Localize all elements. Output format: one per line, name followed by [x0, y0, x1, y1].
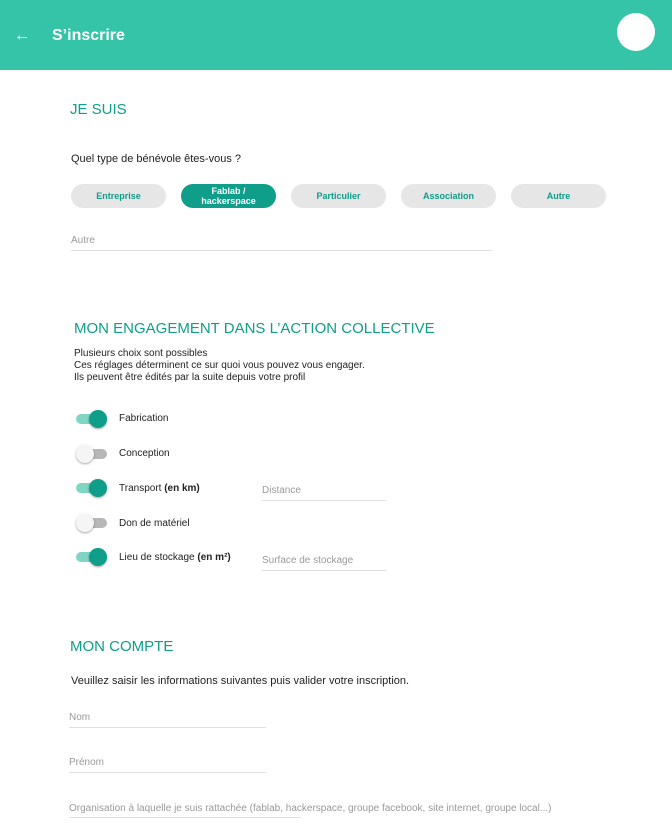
toggle-label-conception: Conception: [119, 448, 170, 459]
organisation-underline: [69, 817, 301, 818]
engagement-intro-3: Ils peuvent être édités par la suite depuis votre profil: [74, 372, 306, 383]
toggle-knob: [76, 514, 94, 532]
option-label: Fablab / hackerspace: [201, 186, 256, 206]
toggle-label-transport: [119, 483, 200, 494]
option-autre-button[interactable]: [511, 184, 606, 208]
section-title-engagement: MON ENGAGEMENT DANS L’ACTION COLLECTIVE: [74, 320, 435, 337]
toggle-knob: [89, 548, 107, 566]
app-bar: [0, 0, 672, 70]
transport-unit: (en km): [164, 483, 200, 494]
storage-surface-field: [262, 548, 386, 571]
account-instruction: Veuillez saisir les informations suivantes puis valider votre inscription.: [71, 675, 410, 687]
toggle-label-lieu-stockage: [119, 552, 231, 563]
nom-input[interactable]: [69, 712, 266, 723]
option-label: Association: [422, 191, 474, 201]
option-label: Particulier: [316, 191, 361, 201]
option-fablab-button[interactable]: [181, 184, 276, 208]
nom-field: [69, 705, 266, 728]
prenom-field: [69, 750, 266, 773]
section-title-mon-compte: MON COMPTE: [70, 638, 174, 655]
toggle-conception[interactable]: [76, 445, 107, 463]
toggle-transport[interactable]: [76, 479, 107, 497]
prenom-input[interactable]: [69, 757, 266, 768]
toggle-knob: [76, 445, 94, 463]
engagement-intro-2: Ces réglages déterminent ce sur quoi vous pouvez vous engager.: [74, 360, 365, 371]
page-title: S’inscrire: [52, 27, 125, 44]
other-type-field: [71, 228, 492, 251]
toggle-don-materiel[interactable]: [76, 514, 107, 532]
toggle-knob: [89, 479, 107, 497]
other-type-input[interactable]: [71, 235, 492, 246]
toggle-fabrication[interactable]: [76, 410, 107, 428]
storage-label: Lieu de stockage: [119, 552, 195, 563]
section-title-je-suis: JE SUIS: [70, 101, 127, 118]
distance-field: [262, 478, 386, 501]
option-particulier-button[interactable]: [291, 184, 386, 208]
toggle-lieu-stockage[interactable]: [76, 548, 107, 566]
organisation-field: [69, 795, 579, 818]
transport-label: Transport: [119, 483, 162, 494]
volunteer-type-question: Quel type de bénévole êtes-vous ?: [71, 153, 242, 165]
option-association-button[interactable]: [401, 184, 496, 208]
avatar[interactable]: [617, 13, 655, 51]
organisation-input[interactable]: [69, 803, 579, 814]
option-entreprise-button[interactable]: [71, 184, 166, 208]
toggle-label-don-materiel: Don de matériel: [119, 518, 190, 529]
storage-unit: (en m²): [197, 552, 231, 563]
engagement-intro-1: Plusieurs choix sont possibles: [74, 348, 208, 359]
toggle-label-fabrication: Fabrication: [119, 413, 169, 424]
distance-input[interactable]: [262, 485, 386, 496]
storage-surface-input[interactable]: [262, 555, 386, 566]
toggle-knob: [89, 410, 107, 428]
option-label: Entreprise: [96, 191, 141, 201]
option-label: Autre: [546, 191, 571, 201]
arrow-left-icon[interactable]: ←: [14, 27, 30, 44]
